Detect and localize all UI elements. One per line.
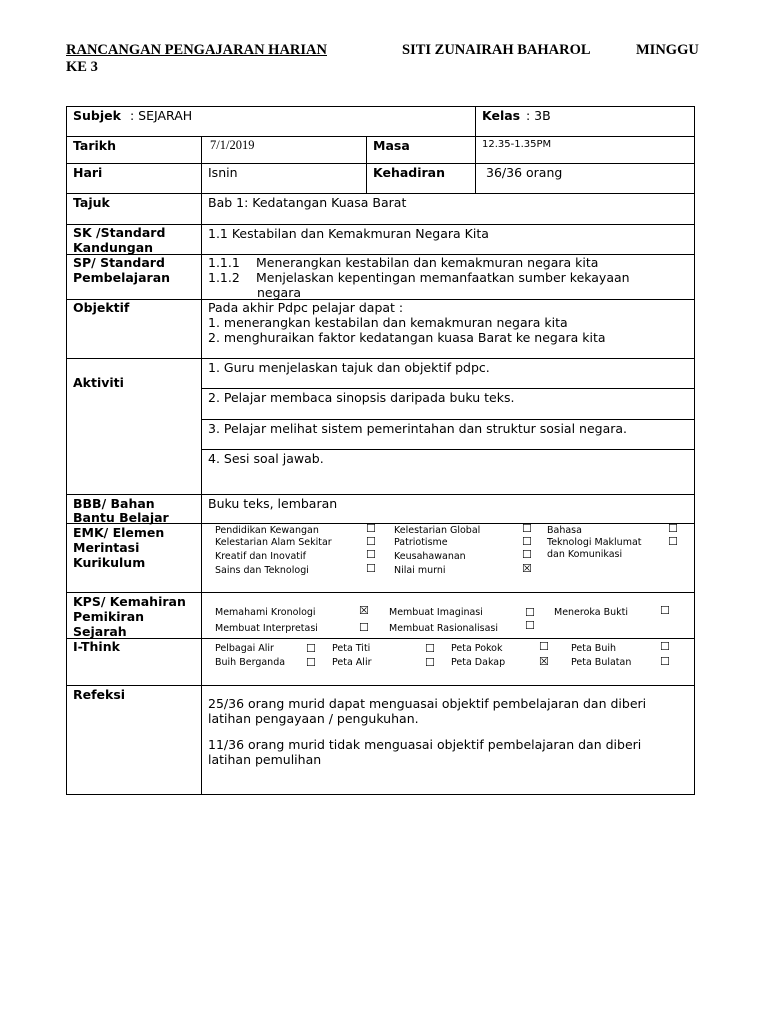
sp-label-line2: Pembelajaran bbox=[73, 270, 171, 285]
checkbox-membuat-rasionalisasi[interactable]: ☐ bbox=[525, 619, 535, 632]
checkbox-kelestarian-global[interactable]: ☐ bbox=[522, 522, 532, 535]
emk-option-pendidikan-kewangan: Pendidikan Kewangan bbox=[215, 525, 319, 536]
kehadiran-label: Kehadiran bbox=[373, 165, 446, 180]
bbb-value: Buku teks, lembaran bbox=[208, 496, 338, 511]
objektif-item-1: 1. menerangkan kestabilan dan kemakmuran negara kita bbox=[208, 315, 568, 330]
checkbox-sains-dan-teknologi[interactable]: ☐ bbox=[366, 562, 376, 575]
ithink-option-peta-bulatan: Peta Bulatan bbox=[571, 657, 632, 668]
ithink-option-buih-berganda: Buih Berganda bbox=[215, 657, 286, 668]
tajuk-label: Tajuk bbox=[73, 195, 110, 210]
emk-option-tmk-line2: dan Komunikasi bbox=[547, 549, 623, 560]
aktiviti-item-1: 1. Guru menjelaskan tajuk dan objektif pdpc. bbox=[208, 360, 490, 375]
document-title: RANCANGAN PENGAJARAN HARIAN bbox=[66, 42, 327, 58]
refleksi-line-1a: 25/36 orang murid dapat menguasai objektif pembelajaran dan diberi bbox=[208, 696, 647, 711]
kps-label-line3: Sejarah bbox=[73, 624, 127, 639]
emk-option-tmk-line1: Teknologi Maklumat bbox=[547, 537, 642, 548]
emk-label-line1: EMK/ Elemen bbox=[73, 525, 165, 540]
tarikh-label: Tarikh bbox=[73, 138, 117, 153]
emk-option-kreatif-dan-inovatif: Kreatif dan Inovatif bbox=[215, 551, 307, 562]
checkbox-peta-alir[interactable]: ☐ bbox=[425, 656, 435, 669]
aktiviti-item-3: 3. Pelajar melihat sistem pemerintahan dan struktur sosial negara. bbox=[208, 421, 628, 436]
ithink-option-peta-buih: Peta Buih bbox=[571, 643, 616, 654]
aktiviti-item-2: 2. Pelajar membaca sinopsis daripada buku teks. bbox=[208, 390, 515, 405]
emk-option-bahasa: Bahasa bbox=[547, 525, 582, 536]
subjek-label: Subjek bbox=[73, 108, 121, 123]
kehadiran-value: 36/36 orang bbox=[486, 165, 563, 180]
hari-label: Hari bbox=[73, 165, 103, 180]
checkbox-nilai-murni[interactable]: ☒ bbox=[522, 562, 532, 575]
bbb-label-line1: BBB/ Bahan bbox=[73, 496, 155, 511]
refleksi-line-1b: latihan pengayaan / pengukuhan. bbox=[208, 711, 419, 726]
emk-label-line3: Kurikulum bbox=[73, 555, 146, 570]
checkbox-pelbagai-alir[interactable]: ☐ bbox=[306, 642, 316, 655]
sk-value: 1.1 Kestabilan dan Kemakmuran Negara Kita bbox=[208, 226, 489, 241]
checkbox-meneroka-bukti[interactable]: ☐ bbox=[660, 604, 670, 617]
masa-value: 12.35-1.35PM bbox=[482, 139, 552, 150]
emk-option-kelestarian-alam-sekitar: Kelestarian Alam Sekitar bbox=[215, 537, 332, 548]
refleksi-line-2a: 11/36 orang murid tidak menguasai objektif pembelajaran dan diberi bbox=[208, 737, 642, 752]
emk-label-line2: Merintasi bbox=[73, 540, 140, 555]
emk-option-kelestarian-global: Kelestarian Global bbox=[394, 525, 481, 536]
checkbox-bahasa[interactable]: ☐ bbox=[668, 522, 678, 535]
ithink-option-peta-pokok: Peta Pokok bbox=[451, 643, 503, 654]
sp-item1-number: 1.1.1 bbox=[208, 255, 240, 270]
sp-item2-continuation: negara bbox=[257, 285, 302, 300]
objektif-label: Objektif bbox=[73, 300, 130, 315]
kelas-value: : 3B bbox=[526, 108, 551, 123]
checkbox-kreatif-dan-inovatif[interactable]: ☐ bbox=[366, 548, 376, 561]
tajuk-value: Bab 1: Kedatangan Kuasa Barat bbox=[208, 195, 407, 210]
ithink-option-pelbagai-alir: Pelbagai Alir bbox=[215, 643, 274, 654]
masa-label: Masa bbox=[373, 138, 410, 153]
kps-option-meneroka-bukti: Meneroka Bukti bbox=[554, 607, 628, 618]
sp-item2-number: 1.1.2 bbox=[208, 270, 240, 285]
sp-label-line1: SP/ Standard bbox=[73, 255, 165, 270]
checkbox-membuat-interpretasi[interactable]: ☐ bbox=[359, 621, 369, 634]
bbb-label-line2: Bantu Belajar bbox=[73, 510, 169, 525]
checkbox-peta-pokok[interactable]: ☐ bbox=[539, 640, 549, 653]
checkbox-kelestarian-alam-sekitar[interactable]: ☐ bbox=[366, 535, 376, 548]
emk-option-sains-dan-teknologi: Sains dan Teknologi bbox=[215, 565, 309, 576]
week-label: KE 3 bbox=[66, 59, 98, 75]
hari-value: Isnin bbox=[208, 165, 238, 180]
ithink-label: I-Think bbox=[73, 639, 120, 654]
ithink-option-peta-titi: Peta Titi bbox=[332, 643, 371, 654]
kelas-label: Kelas bbox=[482, 108, 521, 123]
checkbox-patriotisme[interactable]: ☐ bbox=[522, 535, 532, 548]
sk-label-line2: Kandungan bbox=[73, 240, 154, 255]
sk-label-line1: SK /Standard bbox=[73, 225, 166, 240]
tarikh-value: 7/1/2019 bbox=[210, 138, 255, 152]
checkbox-membuat-imaginasi[interactable]: ☐ bbox=[525, 606, 535, 619]
emk-option-patriotisme: Patriotisme bbox=[394, 537, 448, 548]
refleksi-label: Refeksi bbox=[73, 687, 126, 702]
emk-option-nilai-murni: Nilai murni bbox=[394, 565, 446, 576]
subjek-value: : SEJARAH bbox=[130, 108, 193, 123]
sp-item1-text: Menerangkan kestabilan dan kemakmuran negara kita bbox=[256, 255, 599, 270]
checkbox-peta-dakap[interactable]: ☒ bbox=[539, 655, 549, 668]
teacher-name: SITI ZUNAIRAH BAHAROL bbox=[402, 42, 591, 58]
kps-label-line2: Pemikiran bbox=[73, 609, 145, 624]
kps-option-membuat-imaginasi: Membuat Imaginasi bbox=[389, 607, 483, 618]
checkbox-peta-titi[interactable]: ☐ bbox=[425, 642, 435, 655]
refleksi-line-2b: latihan pemulihan bbox=[208, 752, 322, 767]
ithink-option-peta-dakap: Peta Dakap bbox=[451, 657, 506, 668]
kps-option-memahami-kronologi: Memahami Kronologi bbox=[215, 607, 316, 618]
checkbox-pendidikan-kewangan[interactable]: ☐ bbox=[366, 522, 376, 535]
checkbox-peta-bulatan[interactable]: ☐ bbox=[660, 655, 670, 668]
kps-option-membuat-rasionalisasi: Membuat Rasionalisasi bbox=[389, 623, 499, 634]
checkbox-tmk[interactable]: ☐ bbox=[668, 535, 678, 548]
kps-label-line1: KPS/ Kemahiran bbox=[73, 594, 186, 609]
cell-subjek bbox=[66, 106, 476, 137]
aktiviti-label: Aktiviti bbox=[73, 375, 124, 390]
emk-option-keusahawanan: Keusahawanan bbox=[394, 551, 466, 562]
checkbox-peta-buih[interactable]: ☐ bbox=[660, 640, 670, 653]
checkbox-memahami-kronologi[interactable]: ☒ bbox=[359, 604, 369, 617]
aktiviti-item-4: 4. Sesi soal jawab. bbox=[208, 451, 324, 466]
kps-option-membuat-interpretasi: Membuat Interpretasi bbox=[215, 623, 318, 634]
checkbox-buih-berganda[interactable]: ☐ bbox=[306, 656, 316, 669]
sp-item2-text: Menjelaskan kepentingan memanfaatkan sumber kekayaan bbox=[256, 270, 630, 285]
objektif-intro: Pada akhir Pdpc pelajar dapat : bbox=[208, 300, 404, 315]
checkbox-keusahawanan[interactable]: ☐ bbox=[522, 548, 532, 561]
ithink-option-peta-alir: Peta Alir bbox=[332, 657, 372, 668]
objektif-item-2: 2. menghuraikan faktor kedatangan kuasa Barat ke negara kita bbox=[208, 330, 606, 345]
minggu-label: MINGGU bbox=[636, 42, 699, 58]
